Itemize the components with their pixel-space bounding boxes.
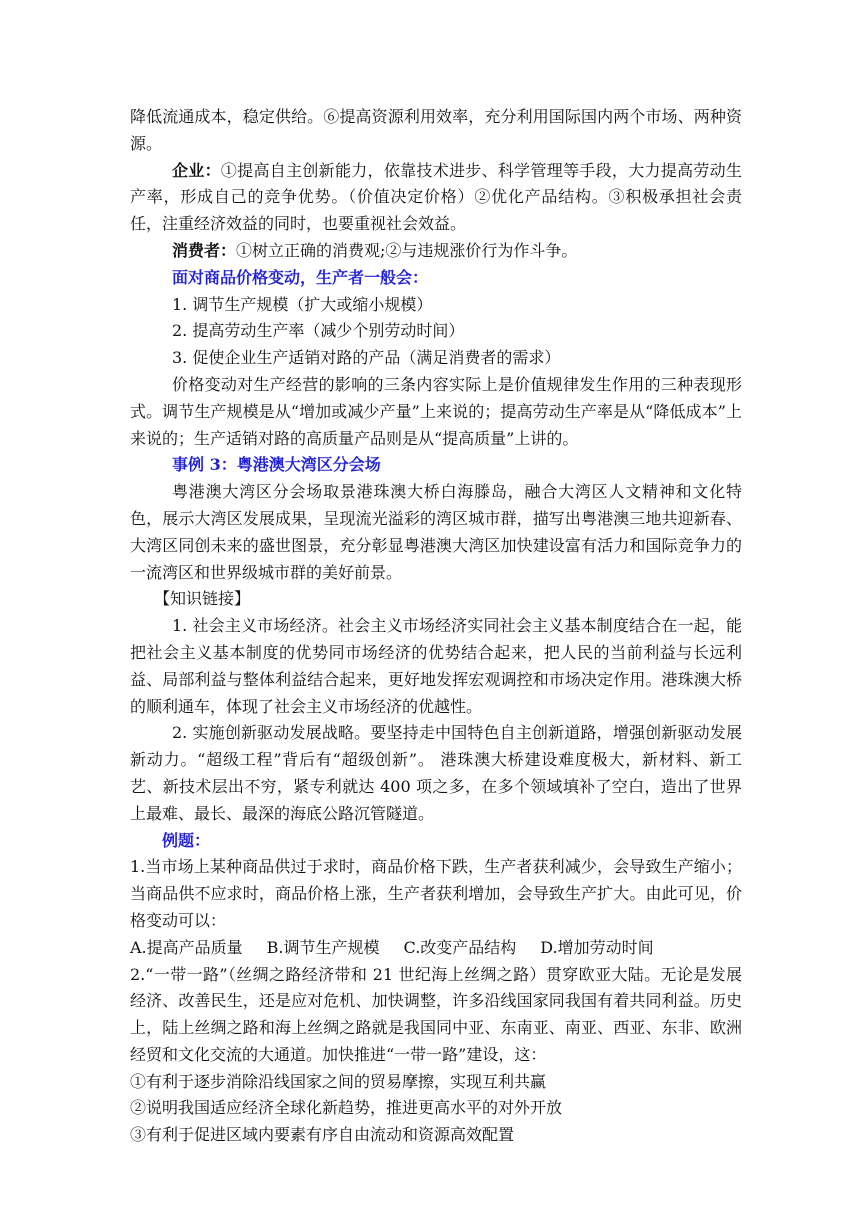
question-1: 1.当市场上某种商品供过于求时，商品价格下跌，生产者获利减少，会导致生产缩小；当商品供不应求时，商品价格上涨，生产者获利增加，会导致生产扩大。由此可见，价格变动可以： [130, 857, 742, 930]
consumer-label: 消费者： [172, 240, 237, 260]
heading-examples: 例题： [162, 830, 211, 850]
producer-item: 1. 调节生产规模（扩大或缩小规模） [172, 294, 433, 314]
paragraph-value-law: 价格变动对生产经营的影响的三条内容实际上是价值规律发生作用的三种表现形式。调节生产规模是从“增加或减少产量”上来说的；提高劳动生产率是从“降低成本”上来说的；生产适销对路的高质量产品则是从“提高质量”上讲的。 [130, 374, 742, 448]
paragraph-circulation: 降低流通成本，稳定供给。⑥提高资源利用效率，充分利用国际国内两个市场、两种资源。 [130, 107, 742, 153]
heading-case-3: 事例 3：粤港澳大湾区分会场 [172, 455, 381, 475]
document-body [130, 104, 742, 1149]
question-2-item: ②说明我国适应经济全球化新趋势，推进更高水平的对外开放 [130, 1098, 563, 1118]
option-b: B.调节生产规模 [266, 937, 380, 957]
enterprise-label: 企业： [172, 160, 221, 180]
question-2: 2.“一带一路”（丝绸之路经济带和 21 世纪海上丝绸之路）贯穿欧亚大陆。无论是发展经济、改善民生，还是应对危机、加快调整，许多沿线国家同我国有着共同利益。历史上，陆上丝绸之路和海上丝绸之路就是我国同中亚、东南亚、南亚、西亚、东非、欧洲经贸和文化交流的大通道。加快推进“一带一路”建设，这： [130, 964, 742, 1064]
paragraph-enterprise [130, 158, 742, 238]
paragraph-knowledge-2: 2. 实施创新驱动发展战略。要坚持走中国特色自主创新道路，增强创新驱动发展新动力。“超级工程”背后有“超级创新”。 港珠澳大桥建设难度极大，新材料、新工艺、新技术层出不穷，紧专利就达 400 项之多，在多个领域填补了空白，造出了世界上最难、最长、最深的海底公路沉管隧道。 [130, 723, 742, 823]
enterprise-text: ①提高自主创新能力，依靠技术进步、科学管理等手段，大力提高劳动生产率，形成自己的竞争优势。（价值决定价格）②优化产品结构。③积极承担社会责任，注重经济效益的同时，也要重视社会效益。 [130, 160, 742, 234]
paragraph-case-3: 粤港澳大湾区分会场取景港珠澳大桥白海滕岛，融合大湾区人文精神和文化特色，展示大湾区发展成果，呈现流光溢彩的湾区城市群，描写出粤港澳三地共迎新春、大湾区同创未来的盛世图景，充分彰显粤港澳大湾区加快建设富有活力和国际竞争力的一流湾区和世界级城市群的美好前景。 [130, 482, 742, 582]
option-a: A.提高产品质量 [130, 937, 243, 957]
consumer-text: ①树立正确的消费观;②与违规涨价行为作斗争。 [236, 240, 578, 260]
producer-item: 3. 促使企业生产适销对路的产品（满足消费者的需求） [172, 348, 561, 368]
option-d: D.增加劳动时间 [540, 937, 654, 957]
producer-item: 2. 提高劳动生产率（减少个别劳动时间） [172, 321, 465, 341]
heading-producer: 面对商品价格变动，生产者一般会： [172, 267, 429, 287]
question-2-item: ③有利于促进区域内要素有序自由流动和资源高效配置 [130, 1125, 515, 1145]
paragraph-consumer [130, 238, 742, 265]
paragraph-knowledge-1: 1. 社会主义市场经济。社会主义市场经济实同社会主义基本制度结合在一起，能把社会主义基本制度的优势同市场经济的优势结合起来，把人民的当前利益与长远利益、局部利益与整体利益结合起来，更好地发挥宏观调控和市场决定作用。港珠澳大桥的顺利通车，体现了社会主义市场经济的优越性。 [130, 616, 742, 716]
option-c: C.改变产品结构 [403, 937, 517, 957]
question-2-item: ①有利于逐步消除沿线国家之间的贸易摩擦，实现互利共赢 [130, 1071, 547, 1091]
heading-knowledge-link: 【知识链接】 [154, 589, 251, 609]
question-1-options [130, 935, 742, 962]
